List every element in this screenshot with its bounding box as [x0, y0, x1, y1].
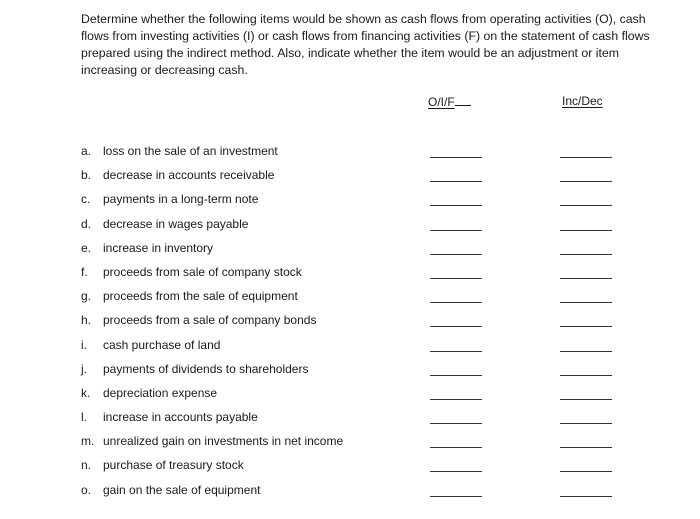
incdec-answer-blank[interactable] — [560, 326, 612, 327]
oif-answer-blank[interactable] — [430, 181, 482, 182]
column-header-oif — [428, 94, 471, 109]
oif-answer-blank[interactable] — [430, 351, 482, 352]
item-list — [0, 138, 700, 501]
item-letter: h. — [81, 313, 92, 328]
item-text: payments in a long-term note — [103, 192, 259, 207]
incdec-answer-blank[interactable] — [560, 181, 612, 182]
incdec-answer-blank[interactable] — [560, 351, 612, 352]
oif-answer-blank[interactable] — [430, 230, 482, 231]
incdec-answer-blank[interactable] — [560, 205, 612, 206]
item-letter: c. — [81, 192, 91, 207]
list-item-b — [0, 162, 700, 186]
item-letter: f. — [81, 264, 88, 279]
list-item-d — [0, 211, 700, 235]
item-letter: l. — [81, 410, 87, 425]
list-item-f — [0, 259, 700, 283]
oif-answer-blank[interactable] — [430, 471, 482, 472]
list-item-c — [0, 186, 700, 210]
oif-answer-blank[interactable] — [430, 326, 482, 327]
column-header-underline — [455, 94, 471, 106]
list-item-l — [0, 404, 700, 428]
incdec-answer-blank[interactable] — [560, 157, 612, 158]
list-item-e — [0, 235, 700, 259]
item-letter: d. — [81, 216, 92, 231]
list-item-j — [0, 356, 700, 380]
oif-answer-blank[interactable] — [430, 447, 482, 448]
incdec-answer-blank[interactable] — [560, 278, 612, 279]
list-item-g — [0, 283, 700, 307]
item-text: proceeds from the sale of equipment — [103, 289, 298, 304]
incdec-answer-blank[interactable] — [560, 423, 612, 424]
column-header-oif-label: O/I/F — [428, 95, 455, 109]
item-text: gain on the sale of equipment — [103, 482, 261, 497]
incdec-answer-blank[interactable] — [560, 471, 612, 472]
item-letter: i. — [81, 337, 87, 352]
list-item-i — [0, 332, 700, 356]
item-text: loss on the sale of an investment — [103, 144, 278, 158]
oif-answer-blank[interactable] — [430, 157, 482, 158]
item-text: purchase of treasury stock — [103, 458, 244, 473]
oif-answer-blank[interactable] — [430, 423, 482, 424]
list-item-n — [0, 452, 700, 476]
item-letter: g. — [81, 289, 92, 304]
list-item-m — [0, 428, 700, 452]
item-letter: j. — [81, 361, 87, 376]
list-item-k — [0, 380, 700, 404]
item-letter: m. — [81, 434, 95, 449]
oif-answer-blank[interactable] — [430, 302, 482, 303]
item-text: unrealized gain on investments in net income — [103, 434, 344, 449]
item-letter: n. — [81, 458, 92, 473]
item-text: increase in inventory — [103, 240, 214, 255]
instructions-paragraph: Determine whether the following items would be shown as cash flows from operating activities (O), cash flows from investing activities (I) or cash flows from financing activities (F) on the statement of cash flows prepared using the indirect method. Also, indicate whether the item would be an adjustment or item increasing or decreasing cash. — [81, 12, 650, 77]
item-letter: b. — [81, 168, 92, 183]
list-item-h — [0, 307, 700, 331]
item-letter: k. — [81, 385, 91, 400]
incdec-answer-blank[interactable] — [560, 375, 612, 376]
item-letter: o. — [81, 482, 92, 497]
item-letter: a. — [81, 144, 92, 158]
oif-answer-blank[interactable] — [430, 496, 482, 497]
incdec-answer-blank[interactable] — [560, 230, 612, 231]
incdec-answer-blank[interactable] — [560, 496, 612, 497]
incdec-answer-blank[interactable] — [560, 447, 612, 448]
oif-answer-blank[interactable] — [430, 278, 482, 279]
item-text: depreciation expense — [103, 385, 218, 400]
oif-answer-blank[interactable] — [430, 375, 482, 376]
column-header-incdec: Inc/Dec — [562, 94, 603, 108]
item-text: proceeds from sale of company stock — [103, 264, 302, 279]
item-text: cash purchase of land — [103, 337, 221, 352]
item-text: decrease in accounts receivable — [103, 168, 275, 183]
oif-answer-blank[interactable] — [430, 254, 482, 255]
list-item-a — [0, 138, 700, 162]
item-text: proceeds from a sale of company bonds — [103, 313, 317, 328]
item-text: payments of dividends to shareholders — [103, 361, 309, 376]
incdec-answer-blank[interactable] — [560, 254, 612, 255]
list-item-o — [0, 477, 700, 501]
incdec-answer-blank[interactable] — [560, 399, 612, 400]
incdec-answer-blank[interactable] — [560, 302, 612, 303]
item-text: decrease in wages payable — [103, 216, 249, 231]
item-text: increase in accounts payable — [103, 410, 258, 425]
oif-answer-blank[interactable] — [430, 205, 482, 206]
item-letter: e. — [81, 240, 92, 255]
oif-answer-blank[interactable] — [430, 399, 482, 400]
